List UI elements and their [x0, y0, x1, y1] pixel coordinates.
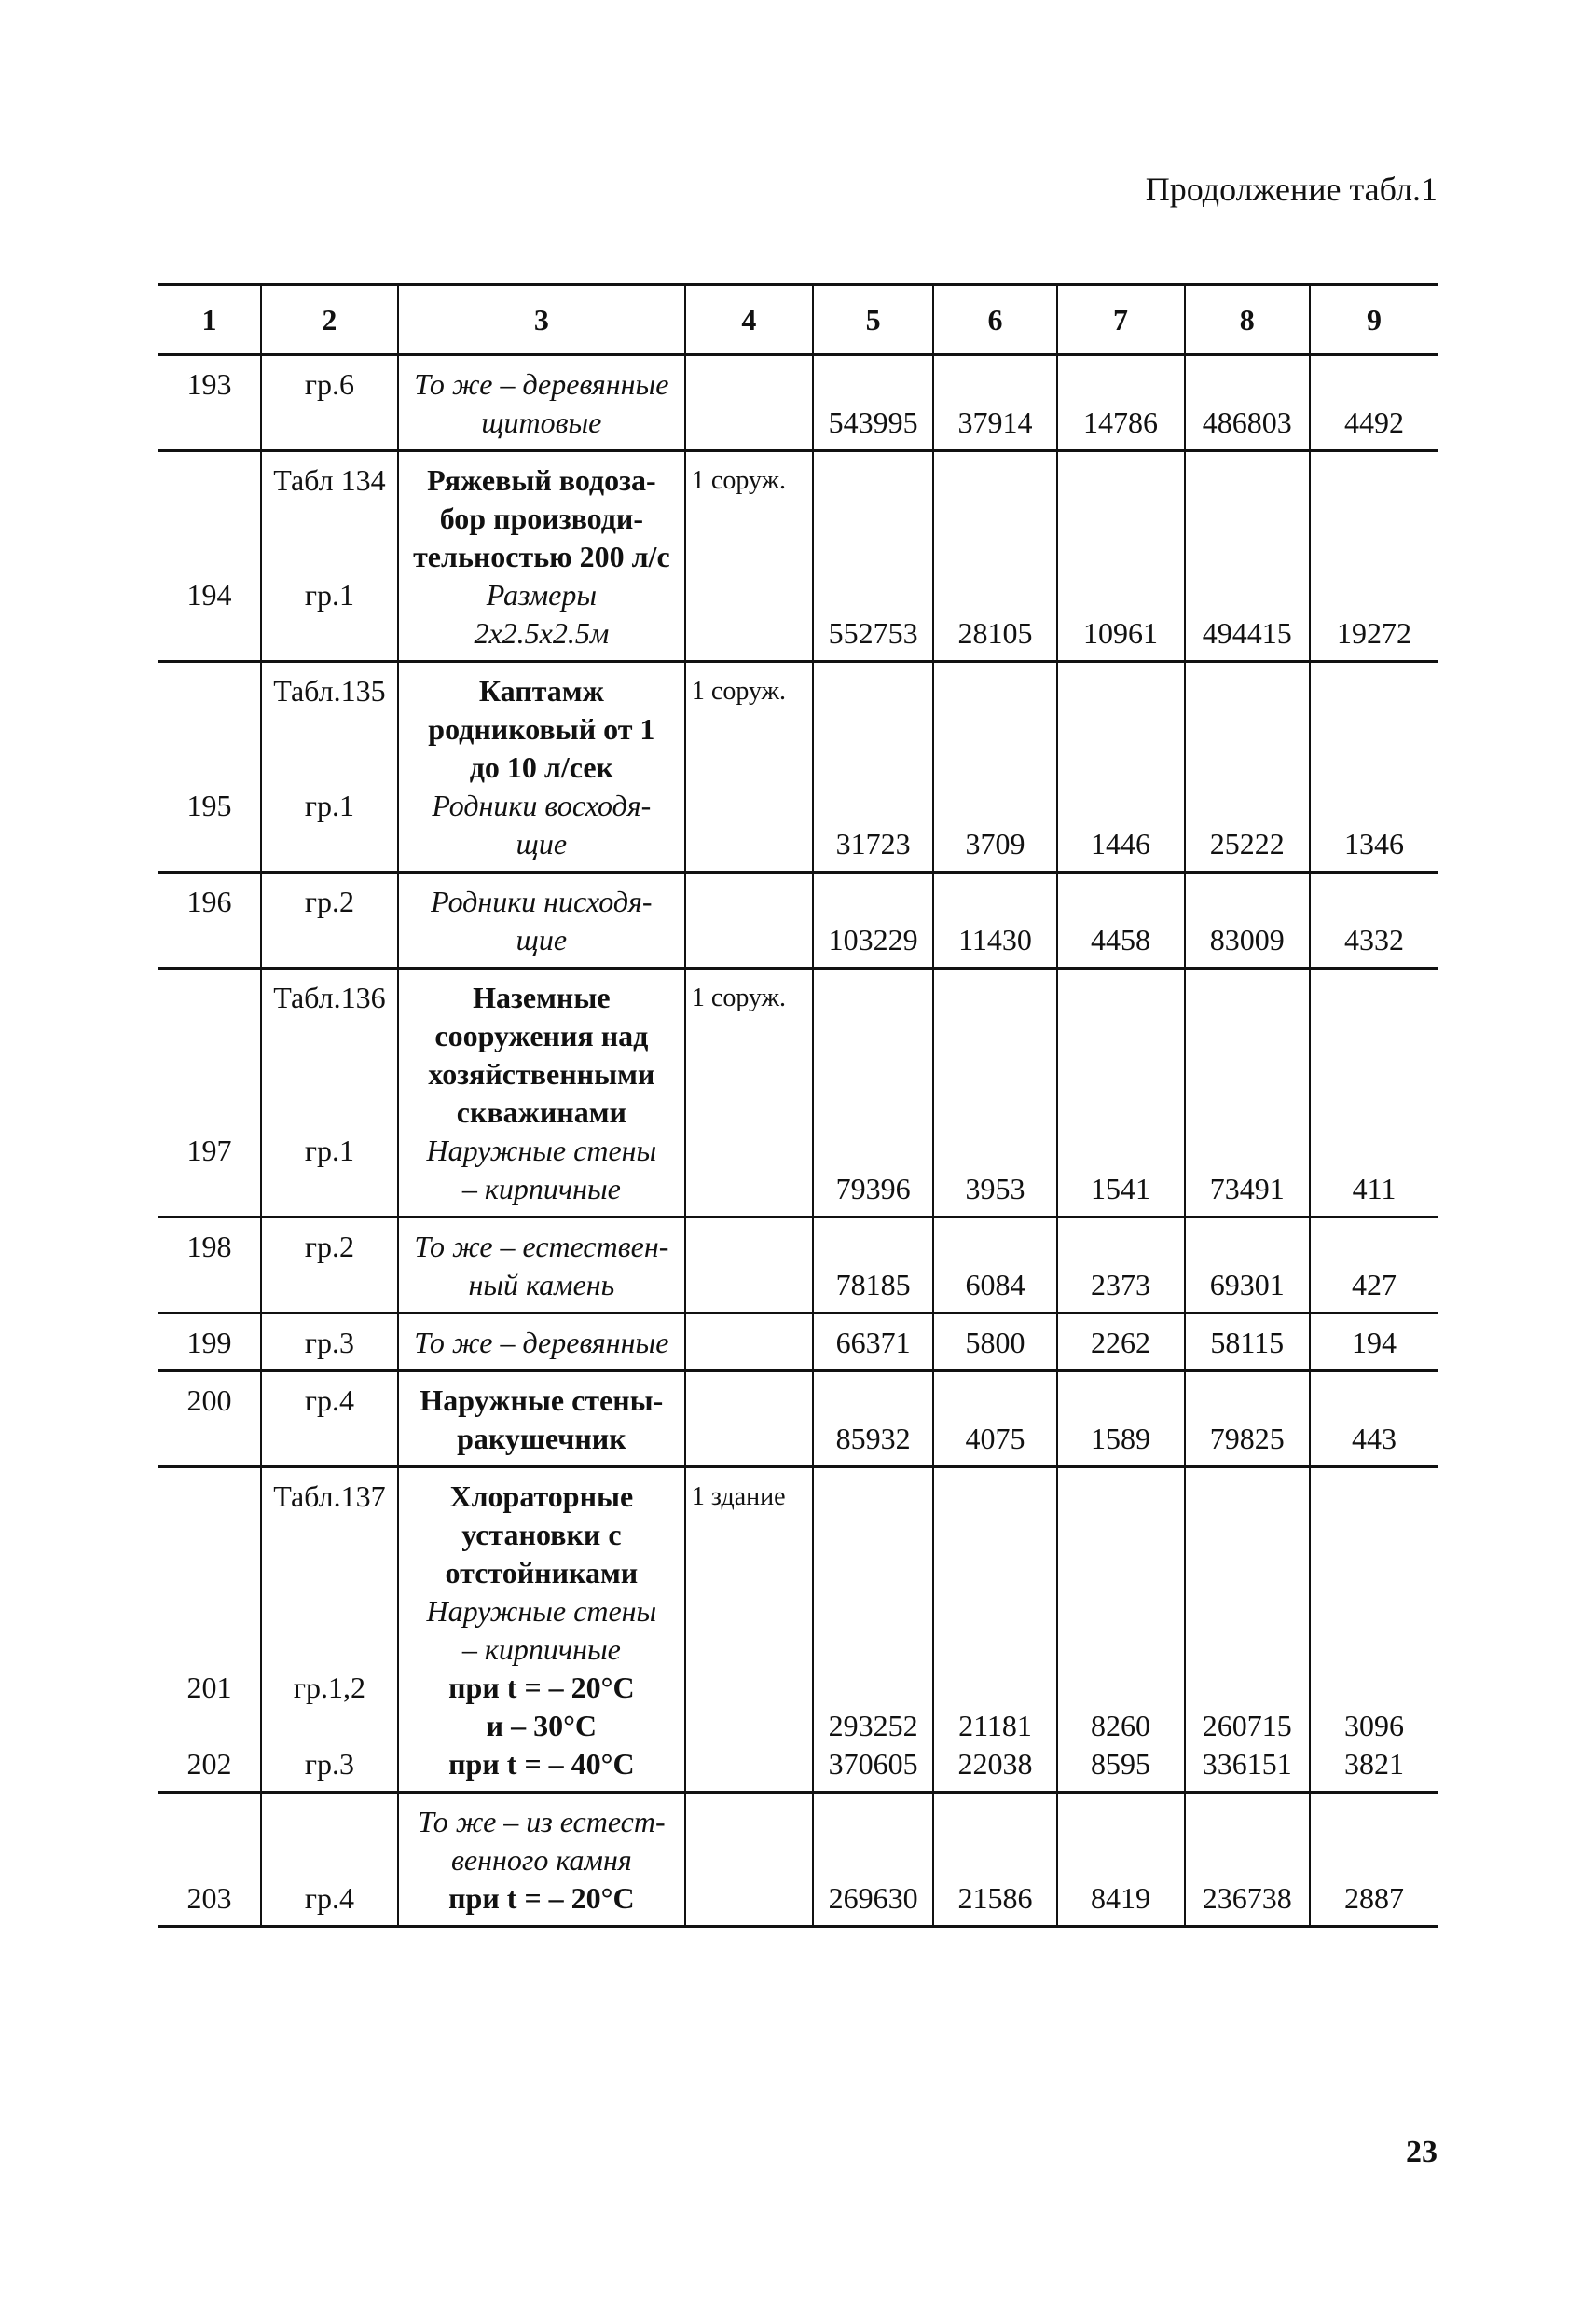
value-line: 8419: [1091, 1881, 1151, 1915]
row-number-cell-line: 194: [186, 578, 232, 612]
value-line: 486803: [1202, 406, 1292, 439]
reference-cell-line: [268, 1592, 392, 1630]
reference-cell-line: [268, 1170, 392, 1208]
reference-cell-line: гр.2: [304, 885, 354, 918]
description-cell-line: ный камень: [468, 1268, 615, 1301]
row-number-cell-line: [164, 1516, 255, 1554]
value-line: 5800: [965, 1326, 1025, 1359]
row-number-cell-line: [164, 1017, 255, 1055]
reference-cell-line: Табл.136: [273, 981, 386, 1014]
row-number-cell-line: [164, 1420, 255, 1458]
reference-cell: [261, 1371, 398, 1467]
column-header: 6: [933, 285, 1056, 355]
value-line: 552753: [828, 616, 918, 650]
value-line: 19272: [1337, 616, 1411, 650]
row-number-cell-line: [164, 1055, 255, 1094]
unit-cell: [685, 969, 813, 1217]
reference-cell-line: [268, 404, 392, 442]
value-line: 194: [1352, 1326, 1396, 1359]
reference-cell-line: гр.6: [304, 367, 354, 401]
value-line: 78185: [835, 1268, 911, 1301]
row-number-cell: [158, 1793, 261, 1927]
row-number-cell-line: 203: [186, 1881, 232, 1915]
value-line: 1446: [1091, 827, 1151, 860]
description-cell-line: Ряжевый водоза-: [427, 463, 656, 497]
table-row: [158, 1793, 1438, 1927]
row-number-cell-line: [164, 672, 255, 710]
row-number-cell: [158, 1371, 261, 1467]
reference-cell-line: [268, 1266, 392, 1304]
value-cell: [1057, 969, 1185, 1217]
value-cell: [1057, 1314, 1185, 1371]
reference-cell-line: [268, 1841, 392, 1879]
reference-cell: [261, 1314, 398, 1371]
reference-cell-line: гр.1: [304, 578, 354, 612]
value-line: 37914: [957, 406, 1033, 439]
description-cell-line: Наружные стены-: [420, 1383, 664, 1417]
continuation-heading: Продолжение табл.1: [1145, 171, 1438, 208]
value-cell: [933, 873, 1056, 969]
value-cell: [933, 1217, 1056, 1314]
description-cell-line: То же – из естест-: [418, 1805, 666, 1838]
value-line: 58115: [1210, 1326, 1285, 1359]
description-cell-line: 2x2.5x2.5м: [474, 616, 610, 650]
value-line: 370605: [828, 1747, 918, 1781]
description-cell-line: Хлораторные: [449, 1479, 634, 1513]
row-number-cell-line: [164, 1170, 255, 1208]
row-number-cell-line: [164, 1803, 255, 1841]
value-cell: [1310, 1793, 1438, 1927]
row-number-cell: [158, 662, 261, 873]
value-line: 494415: [1202, 616, 1292, 650]
row-number-cell: [158, 451, 261, 662]
description-cell: [398, 1371, 685, 1467]
description-cell-line: отстойниками: [445, 1556, 639, 1589]
description-cell-line: родниковый от 1: [428, 712, 655, 746]
reference-cell: [261, 1793, 398, 1927]
value-cell: [1310, 355, 1438, 451]
description-cell-line: То же – деревянные: [414, 1326, 669, 1359]
description-cell-line: венного камня: [451, 1843, 632, 1877]
unit-cell-line: [692, 1803, 806, 1841]
value-line: 4492: [1344, 406, 1404, 439]
value-cell: [1185, 451, 1311, 662]
value-cell: [813, 1314, 934, 1371]
description-cell-line: – кирпичные: [461, 1172, 621, 1205]
reference-cell-line: гр.4: [304, 1383, 354, 1417]
unit-cell: [685, 1371, 813, 1467]
description-cell-line: бор производи-: [439, 502, 644, 535]
reference-cell: [261, 355, 398, 451]
value-cell: [1185, 1467, 1311, 1793]
value-cell: [1057, 873, 1185, 969]
unit-cell-line: [692, 1228, 806, 1266]
row-number-cell-line: 197: [186, 1134, 232, 1167]
row-number-cell-line: 201: [186, 1671, 232, 1704]
unit-cell: [685, 873, 813, 969]
description-cell: [398, 1217, 685, 1314]
value-cell: [813, 969, 934, 1217]
reference-cell-line: гр.1,2: [293, 1671, 365, 1704]
description-cell-line: Родники нисходя-: [431, 885, 653, 918]
description-cell-line: до 10 л/сек: [469, 750, 613, 784]
value-line: 79396: [835, 1172, 911, 1205]
value-line: 21586: [957, 1881, 1033, 1915]
description-cell-line: – кирпичные: [461, 1632, 621, 1666]
value-cell: [1310, 1314, 1438, 1371]
reference-cell-line: [268, 1420, 392, 1458]
value-line: 11430: [958, 923, 1032, 956]
description-cell: [398, 969, 685, 1217]
value-line: 336151: [1202, 1747, 1292, 1781]
value-cell: [933, 662, 1056, 873]
description-cell-line: хозяйственными: [428, 1057, 655, 1091]
table-row: [158, 662, 1438, 873]
value-cell: [1057, 1371, 1185, 1467]
value-cell: [933, 451, 1056, 662]
value-line: 260715: [1202, 1709, 1292, 1742]
value-line: 543995: [828, 406, 918, 439]
reference-cell-line: [268, 500, 392, 538]
unit-cell-line: [692, 1382, 806, 1420]
value-line: 1589: [1091, 1422, 1151, 1455]
description-cell-line: То же – естествен-: [414, 1230, 669, 1263]
reference-cell-line: [268, 1516, 392, 1554]
value-line: 293252: [828, 1709, 918, 1742]
row-number-cell-line: [164, 921, 255, 959]
value-line: 4075: [965, 1422, 1025, 1455]
unit-cell: [685, 662, 813, 873]
reference-cell-line: Табл 134: [273, 463, 386, 497]
row-number-cell-line: 198: [186, 1230, 232, 1263]
row-number-cell-line: [164, 710, 255, 749]
reference-cell-line: [268, 1803, 392, 1841]
row-number-cell-line: [164, 1707, 255, 1745]
description-cell-line: То же – деревянные: [414, 367, 669, 401]
data-table: [158, 283, 1438, 1928]
value-cell: [813, 355, 934, 451]
value-line: 236738: [1202, 1881, 1292, 1915]
column-header: 3: [398, 285, 685, 355]
table-row: [158, 969, 1438, 1217]
unit-cell-line: [692, 883, 806, 921]
table-row: [158, 1467, 1438, 1793]
reference-cell-line: гр.1: [304, 789, 354, 822]
value-cell: [813, 1793, 934, 1927]
value-cell: [813, 1217, 934, 1314]
reference-cell: [261, 1467, 398, 1793]
value-cell: [813, 1371, 934, 1467]
value-line: 28105: [957, 616, 1033, 650]
value-line: 103229: [828, 923, 918, 956]
description-cell-line: Наружные стены: [426, 1594, 657, 1628]
value-cell: [1057, 1217, 1185, 1314]
value-line: 427: [1352, 1268, 1396, 1301]
value-cell: [933, 1793, 1056, 1927]
column-header: 5: [813, 285, 934, 355]
value-line: 10961: [1083, 616, 1159, 650]
value-line: 4332: [1344, 923, 1404, 956]
reference-cell: [261, 451, 398, 662]
description-cell-line: при t = – 20°С: [448, 1671, 635, 1704]
description-cell-line: Наземные: [473, 981, 611, 1014]
table-row: [158, 355, 1438, 451]
reference-cell-line: Табл.135: [273, 674, 386, 708]
reference-cell-line: [268, 749, 392, 787]
value-line: 411: [1352, 1172, 1396, 1205]
column-header: 2: [261, 285, 398, 355]
reference-cell-line: [268, 1017, 392, 1055]
description-cell-line: щие: [516, 827, 568, 860]
row-number-cell-line: [164, 1266, 255, 1304]
description-cell-line: скважинами: [456, 1095, 626, 1129]
unit-cell-line: 1 соруж.: [691, 984, 786, 1012]
value-cell: [1185, 355, 1311, 451]
value-line: 69301: [1209, 1268, 1285, 1301]
description-cell: [398, 1467, 685, 1793]
row-number-cell: [158, 969, 261, 1217]
description-cell: [398, 662, 685, 873]
description-cell: [398, 1314, 685, 1371]
value-line: 443: [1352, 1422, 1396, 1455]
row-number-cell-line: [164, 825, 255, 863]
row-number-cell-line: [164, 1630, 255, 1669]
row-number-cell-line: [164, 1592, 255, 1630]
value-line: 83009: [1209, 923, 1285, 956]
description-cell-line: и – 30°С: [486, 1709, 598, 1742]
description-cell-line: щие: [516, 923, 568, 956]
description-cell-line: щитовые: [481, 406, 602, 439]
row-number-cell-line: [164, 1478, 255, 1516]
value-cell: [1310, 1371, 1438, 1467]
reference-cell: [261, 873, 398, 969]
value-line: 2373: [1091, 1268, 1151, 1301]
reference-cell-line: [268, 710, 392, 749]
value-line: 31723: [835, 827, 911, 860]
value-cell: [933, 969, 1056, 1217]
row-number-cell-line: 200: [186, 1383, 232, 1417]
reference-cell-line: гр.4: [304, 1881, 354, 1915]
row-number-cell: [158, 1467, 261, 1793]
value-line: 3096: [1344, 1709, 1404, 1742]
reference-cell-line: [268, 825, 392, 863]
row-number-cell-line: 202: [186, 1747, 232, 1781]
reference-cell: [261, 969, 398, 1217]
description-cell: [398, 873, 685, 969]
value-cell: [933, 1314, 1056, 1371]
header-row: [158, 285, 1438, 355]
description-cell-line: тельностью 200 л/с: [413, 540, 670, 573]
value-line: 1346: [1344, 827, 1404, 860]
value-cell: [1185, 969, 1311, 1217]
table-row: [158, 1314, 1438, 1371]
value-line: 79825: [1209, 1422, 1285, 1455]
row-number-cell-line: [164, 461, 255, 500]
value-cell: [1057, 451, 1185, 662]
value-line: 25222: [1209, 827, 1285, 860]
row-number-cell-line: 199: [186, 1326, 232, 1359]
value-cell: [813, 1467, 934, 1793]
unit-cell: [685, 1217, 813, 1314]
row-number-cell-line: 193: [186, 367, 232, 401]
value-cell: [1310, 662, 1438, 873]
unit-cell: [685, 451, 813, 662]
value-cell: [813, 662, 934, 873]
description-cell: [398, 355, 685, 451]
table-row: [158, 451, 1438, 662]
value-cell: [813, 451, 934, 662]
value-line: 8260: [1091, 1709, 1151, 1742]
value-line: 3953: [965, 1172, 1025, 1205]
table-row: [158, 1371, 1438, 1467]
value-cell: [1310, 969, 1438, 1217]
row-number-cell-line: [164, 614, 255, 653]
value-line: 2262: [1091, 1326, 1151, 1359]
value-line: 8595: [1091, 1747, 1151, 1781]
row-number-cell-line: [164, 749, 255, 787]
column-header: 7: [1057, 285, 1185, 355]
value-cell: [1185, 1217, 1311, 1314]
reference-cell-line: [268, 614, 392, 653]
value-cell: [1310, 1217, 1438, 1314]
column-header: 1: [158, 285, 261, 355]
reference-cell: [261, 662, 398, 873]
row-number-cell: [158, 1217, 261, 1314]
row-number-cell-line: [164, 1554, 255, 1592]
value-line: 3709: [965, 827, 1025, 860]
value-line: 14786: [1083, 406, 1159, 439]
unit-cell: [685, 355, 813, 451]
description-cell-line: при t = – 20°С: [448, 1881, 635, 1915]
reference-cell-line: гр.1: [304, 1134, 354, 1167]
value-line: 22038: [957, 1747, 1033, 1781]
row-number-cell-line: 195: [186, 789, 232, 822]
reference-cell-line: [268, 1055, 392, 1094]
description-cell-line: сооружения над: [434, 1019, 649, 1052]
unit-cell-line: 1 соруж.: [691, 677, 786, 706]
description-cell-line: Каптамж: [478, 674, 604, 708]
row-number-cell: [158, 355, 261, 451]
value-line: 2887: [1344, 1881, 1404, 1915]
value-line: 3821: [1344, 1747, 1404, 1781]
row-number-cell-line: [164, 979, 255, 1017]
value-cell: [1310, 873, 1438, 969]
reference-cell-line: Табл.137: [273, 1479, 386, 1513]
column-header: 9: [1310, 285, 1438, 355]
column-header: 4: [685, 285, 813, 355]
value-cell: [933, 1467, 1056, 1793]
value-cell: [813, 873, 934, 969]
unit-cell-line: [692, 365, 806, 404]
description-cell: [398, 451, 685, 662]
table-row: [158, 1217, 1438, 1314]
table-row: [158, 873, 1438, 969]
value-cell: [1057, 1467, 1185, 1793]
description-cell-line: ракушечник: [457, 1422, 626, 1455]
page-number: 23: [1406, 2135, 1438, 2169]
row-number-cell: [158, 1314, 261, 1371]
value-cell: [1310, 451, 1438, 662]
row-number-cell-line: [164, 538, 255, 576]
row-number-cell: [158, 873, 261, 969]
value-cell: [1057, 662, 1185, 873]
value-cell: [1057, 1793, 1185, 1927]
value-line: 66371: [835, 1326, 911, 1359]
description-cell-line: Наружные стены: [426, 1134, 657, 1167]
reference-cell: [261, 1217, 398, 1314]
table-body: [158, 355, 1438, 1927]
unit-cell: [685, 1467, 813, 1793]
value-cell: [1185, 662, 1311, 873]
row-number-cell-line: [164, 1094, 255, 1132]
reference-cell-line: [268, 538, 392, 576]
value-cell: [1310, 1467, 1438, 1793]
row-number-cell-line: [164, 500, 255, 538]
unit-cell: [685, 1314, 813, 1371]
reference-cell-line: гр.3: [304, 1326, 354, 1359]
unit-cell: [685, 1793, 813, 1927]
value-cell: [1057, 355, 1185, 451]
value-cell: [1185, 1314, 1311, 1371]
value-cell: [1185, 873, 1311, 969]
description-cell-line: при t = – 40°С: [448, 1747, 635, 1781]
value-line: 73491: [1209, 1172, 1285, 1205]
row-number-cell-line: [164, 1841, 255, 1879]
value-cell: [933, 1371, 1056, 1467]
unit-cell-line: 1 здание: [691, 1482, 786, 1511]
description-cell-line: Родники восходя-: [432, 789, 652, 822]
value-line: 21181: [958, 1709, 1032, 1742]
value-line: 6084: [965, 1268, 1025, 1301]
value-line: 4458: [1091, 923, 1151, 956]
value-line: 1541: [1091, 1172, 1151, 1205]
description-cell-line: Размеры: [486, 578, 597, 612]
value-line: 269630: [828, 1881, 918, 1915]
unit-cell-line: [692, 1324, 806, 1362]
reference-cell-line: [268, 1707, 392, 1745]
reference-cell-line: [268, 1554, 392, 1592]
reference-cell-line: [268, 1094, 392, 1132]
reference-cell-line: гр.3: [304, 1747, 354, 1781]
description-cell-line: установки с: [461, 1518, 622, 1551]
row-number-cell-line: 196: [186, 885, 232, 918]
row-number-cell-line: [164, 404, 255, 442]
reference-cell-line: [268, 921, 392, 959]
value-line: 85932: [835, 1422, 911, 1455]
reference-cell-line: гр.2: [304, 1230, 354, 1263]
value-cell: [933, 355, 1056, 451]
reference-cell-line: [268, 1630, 392, 1669]
description-cell: [398, 1793, 685, 1927]
unit-cell-line: 1 соруж.: [691, 466, 786, 495]
value-cell: [1185, 1793, 1311, 1927]
value-cell: [1185, 1371, 1311, 1467]
column-header: 8: [1185, 285, 1311, 355]
